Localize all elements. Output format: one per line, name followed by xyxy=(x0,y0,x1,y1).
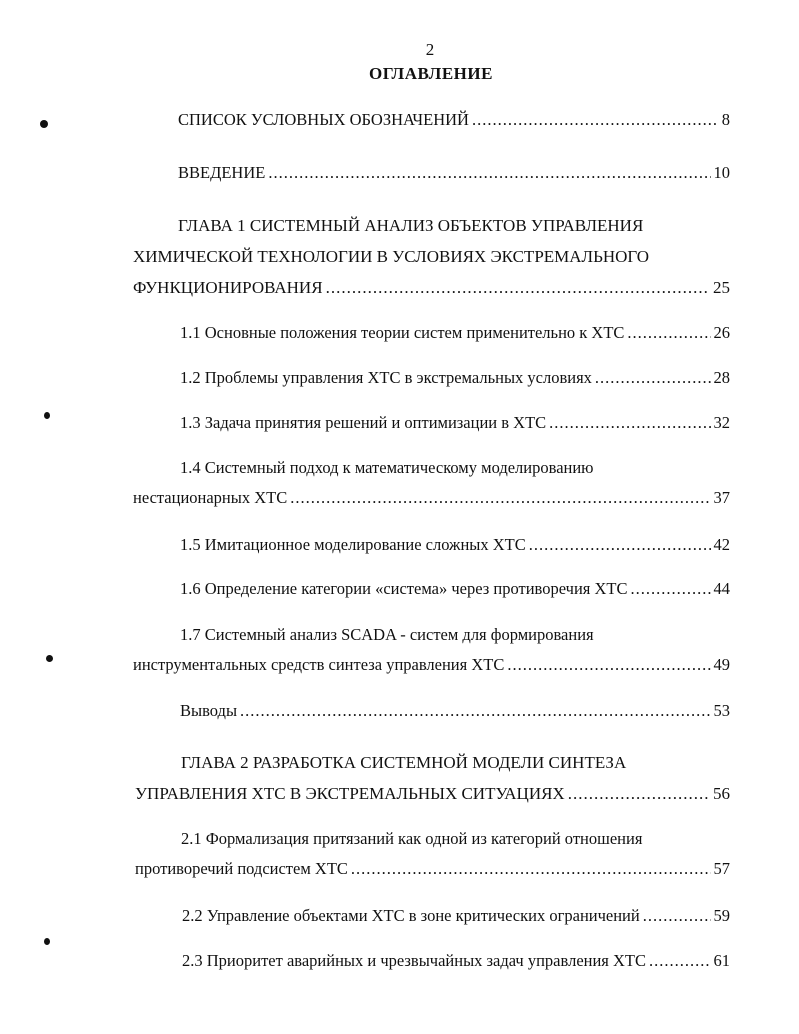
toc-page-number: 25 xyxy=(713,278,730,297)
toc-page-number: 59 xyxy=(713,906,730,925)
toc-page-number: 42 xyxy=(713,535,730,554)
toc-entry-text: 1.3 Задача принятия решений и оптимизации в ХТС xyxy=(180,413,547,432)
toc-entry-chapter-1[interactable] xyxy=(133,210,730,303)
toc-page-number: 8 xyxy=(721,110,730,129)
leader-dots xyxy=(472,107,719,132)
leader-dots xyxy=(268,160,710,185)
toc-entry-text: 1.2 Проблемы управления ХТС в экстремальных условиях xyxy=(180,368,592,387)
toc-entry-text: противоречий подсистем ХТС xyxy=(135,859,348,878)
toc-entry-conclusions[interactable] xyxy=(180,698,730,723)
toc-entry-2-1[interactable] xyxy=(135,826,730,881)
leader-dots xyxy=(649,948,710,973)
toc-entry-text: ВВЕДЕНИЕ xyxy=(178,163,266,182)
toc-page-number: 26 xyxy=(713,323,730,342)
leader-dots xyxy=(549,410,710,435)
scan-mark xyxy=(46,655,53,662)
leader-dots xyxy=(326,272,710,303)
toc-entry-intro[interactable] xyxy=(178,160,730,185)
toc-page-number: 44 xyxy=(713,579,730,598)
toc-page-number: 49 xyxy=(713,655,730,674)
toc-entry-text: СПИСОК УСЛОВНЫХ ОБОЗНАЧЕНИЙ xyxy=(178,110,469,129)
toc-entry-1-1[interactable] xyxy=(180,320,730,345)
toc-entry-text: нестационарных ХТС xyxy=(133,488,288,507)
toc-entry-text: 1.1 Основные положения теории систем применительно к ХТС xyxy=(180,323,625,342)
toc-entry-symbols[interactable] xyxy=(178,107,730,132)
toc-entry-text: 2.3 Приоритет аварийных и чрезвычайных задач управления ХТС xyxy=(182,951,647,970)
toc-entry-text: ФУНКЦИОНИРОВАНИЯ xyxy=(133,278,323,297)
toc-entry-text: ХИМИЧЕСКОЙ ТЕХНОЛОГИИ В УСЛОВИЯХ ЭКСТРЕМАЛЬНОГО xyxy=(133,247,650,266)
toc-entry-1-6[interactable] xyxy=(180,576,730,601)
leader-dots xyxy=(290,485,710,510)
toc-entry-text: 1.4 Системный подход к математическому моделированию xyxy=(180,458,594,477)
toc-entry-1-5[interactable] xyxy=(180,532,730,557)
toc-entry-text: 1.6 Определение категории «система» через противоречия ХТС xyxy=(180,579,628,598)
toc-page-number: 37 xyxy=(713,488,730,507)
toc-entry-text: 1.7 Системный анализ SCADA - систем для формирования xyxy=(180,625,594,644)
leader-dots xyxy=(507,652,710,677)
leader-dots xyxy=(643,903,711,928)
leader-dots xyxy=(351,856,711,881)
page-title: ОГЛАВЛЕНИЕ xyxy=(369,64,493,83)
toc-page-number: 28 xyxy=(713,368,730,387)
toc-entry-text: инструментальных средств синтеза управления ХТС xyxy=(133,655,505,674)
scan-mark xyxy=(44,412,50,419)
leader-dots xyxy=(529,532,711,557)
toc-page-number: 56 xyxy=(713,784,730,803)
toc-entry-2-2[interactable] xyxy=(182,903,730,928)
page-number: 2 xyxy=(425,40,435,59)
toc-entry-1-2[interactable] xyxy=(180,365,730,390)
toc-entry-text: УПРАВЛЕНИЯ ХТС В ЭКСТРЕМАЛЬНЫХ СИТУАЦИЯХ xyxy=(135,784,565,803)
toc-page-number: 53 xyxy=(713,701,730,720)
toc-page-number: 32 xyxy=(713,413,730,432)
leader-dots xyxy=(631,576,711,601)
leader-dots xyxy=(627,320,710,345)
toc-entry-text: ГЛАВА 1 СИСТЕМНЫЙ АНАЛИЗ ОБЪЕКТОВ УПРАВЛЕНИЯ xyxy=(178,216,644,235)
toc-entry-2-3[interactable] xyxy=(182,948,730,973)
leader-dots xyxy=(240,698,710,723)
toc-entry-1-3[interactable] xyxy=(180,410,730,435)
toc-entry-text: 2.2 Управление объектами ХТС в зоне критических ограничений xyxy=(182,906,640,925)
toc-entry-chapter-2[interactable] xyxy=(135,747,730,809)
toc-entry-text: ГЛАВА 2 РАЗРАБОТКА СИСТЕМНОЙ МОДЕЛИ СИНТЕЗА xyxy=(181,753,627,772)
toc-entry-1-7[interactable] xyxy=(133,622,730,677)
toc-page-number: 61 xyxy=(713,951,730,970)
toc-entry-1-4[interactable] xyxy=(133,455,730,510)
toc-entry-text: Выводы xyxy=(180,701,238,720)
scan-mark xyxy=(44,938,50,945)
toc-page-number: 10 xyxy=(713,163,730,182)
toc-page-number: 57 xyxy=(713,859,730,878)
scan-mark xyxy=(40,120,48,128)
leader-dots xyxy=(568,778,710,809)
leader-dots xyxy=(595,365,711,390)
toc-entry-text: 1.5 Имитационное моделирование сложных ХТС xyxy=(180,535,526,554)
toc-entry-text: 2.1 Формализация притязаний как одной из категорий отношения xyxy=(181,829,643,848)
